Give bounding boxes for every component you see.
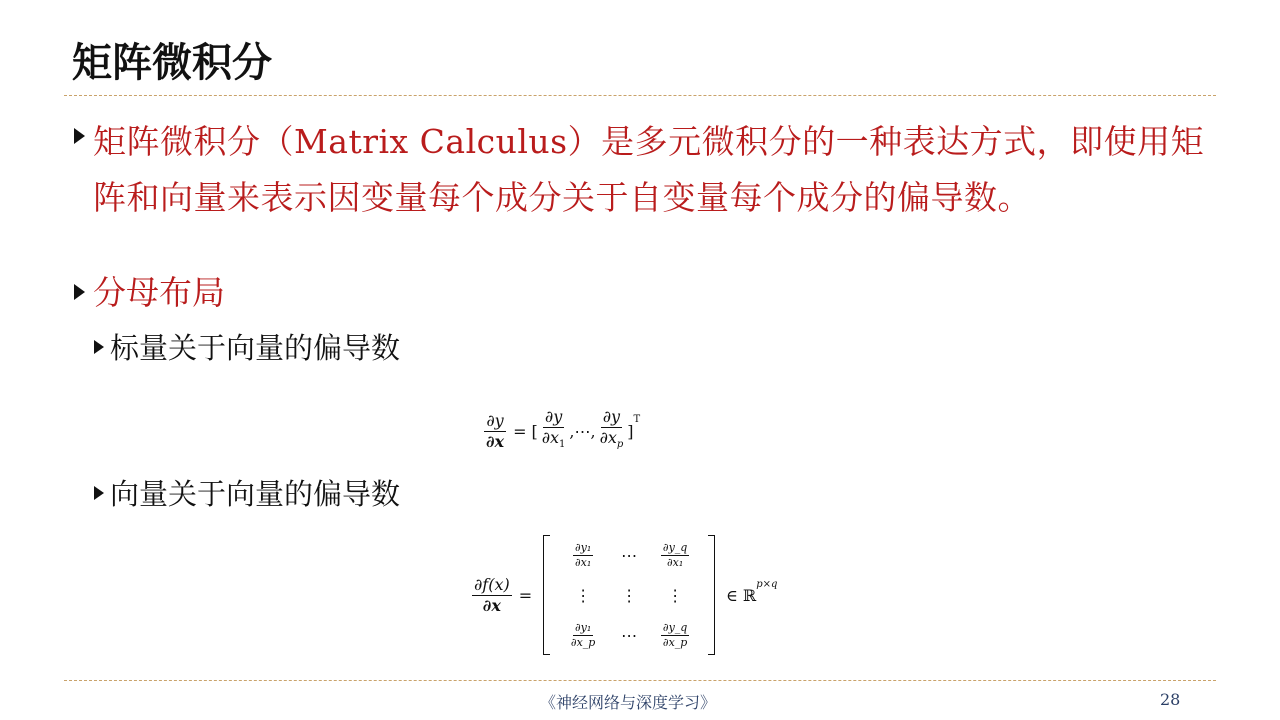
bullet-text: 矩阵微积分（Matrix Calculus）是多元微积分的一种表达方式，即使用矩阵和向量来表示因变量每个成分关于自变量每个成分的偏导数。: [93, 122, 1205, 217]
sub-bullet-scalar-by-vector: [94, 326, 400, 370]
matrix-cell: ⋮: [667, 585, 684, 605]
equals-sign: =: [518, 585, 533, 605]
bullet-text: 分母布局: [93, 273, 225, 312]
matrix-cell: ⋮: [621, 585, 638, 605]
jacobian-matrix: [543, 535, 715, 655]
matrix-cell: $\frac{\text{∂y₁}}{\text{∂x₁}}$: [574, 540, 592, 569]
bullet-triangle-icon: [74, 128, 85, 144]
slide-title: 矩阵微积分: [72, 40, 272, 86]
page-number: 28: [1160, 690, 1181, 709]
dimension-superscript: p×q: [756, 579, 778, 590]
real-space-symbol: ℝ: [742, 585, 757, 605]
bullet-triangle-icon: [74, 284, 85, 300]
matrix-cell: ⋯: [621, 625, 638, 645]
open-bracket: [: [531, 421, 538, 441]
transpose-mark: T: [633, 414, 641, 425]
equals-sign: =: [513, 421, 527, 441]
matrix-cell: $\frac{\text{∂y₁}}{\partial x\_p}$: [570, 620, 596, 649]
formula-scalar-by-vector: [482, 406, 640, 456]
matrix-grid: [550, 535, 708, 655]
separator: ,⋯,: [569, 421, 596, 441]
fraction-lhs: $\frac{\partial f(x)}{\partial x}$: [474, 574, 510, 615]
sub-bullet-vector-by-vector: [94, 472, 400, 516]
bullet-matrix-calculus: [74, 114, 1224, 226]
sub-bullet-text: 标量关于向量的偏导数: [110, 331, 401, 365]
matrix-cell: ⋯: [621, 545, 638, 565]
matrix-cell: $\frac{\partial y\_q}{\partial x\_p}$: [662, 620, 688, 649]
bullet-triangle-icon: [94, 486, 104, 500]
formula-vector-by-vector: [470, 533, 777, 657]
fraction-lhs: $\frac{\partial y}{\partial x}$: [486, 410, 505, 451]
sub-bullet-text: 向量关于向量的偏导数: [110, 477, 401, 511]
bullet-denominator-layout: [74, 268, 225, 318]
title-divider: [64, 95, 1216, 96]
close-bracket: ]: [627, 421, 634, 441]
matrix-cell: $\frac{\partial y\_q}{\text{∂x₁}}$: [662, 540, 688, 569]
fraction-term-p: $\frac{\partial y}{\partial x_p}$: [599, 406, 624, 451]
matrix-right-bracket: [708, 535, 715, 655]
footer-book-title: 《神经网络与深度学习》: [540, 693, 717, 712]
fraction-term-1: $\frac{\partial y}{\partial x_1}$: [541, 406, 566, 451]
matrix-cell: ⋮: [575, 585, 592, 605]
footer-divider: [64, 680, 1216, 681]
element-of-sign: ∈: [726, 585, 738, 605]
matrix-left-bracket: [543, 535, 550, 655]
bullet-triangle-icon: [94, 340, 104, 354]
